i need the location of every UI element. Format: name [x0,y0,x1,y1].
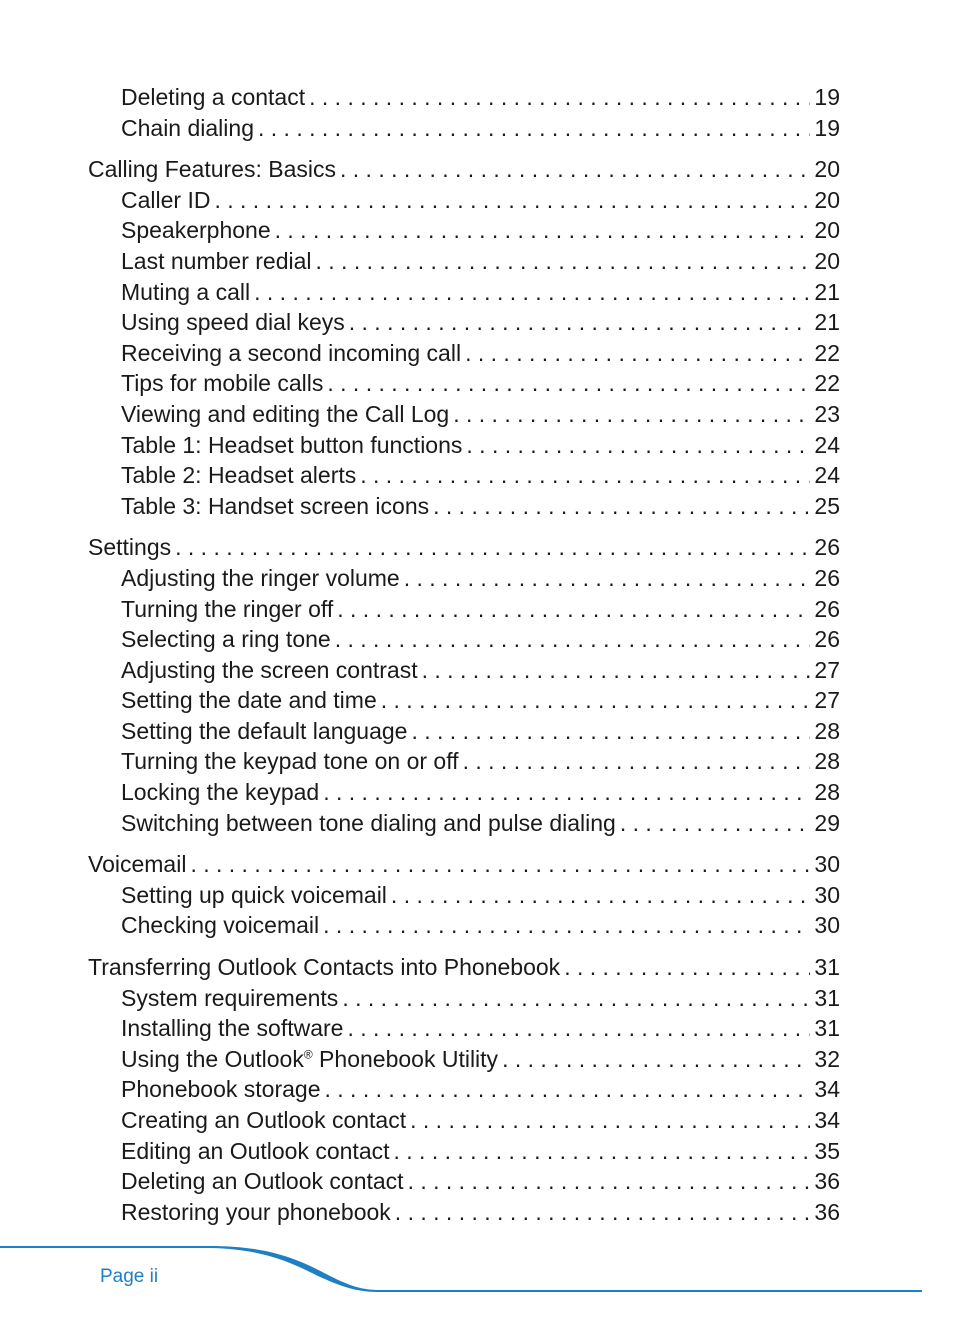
toc-entry[interactable] [88,563,840,594]
toc-entry-title-text: Table 2: Headset alerts [121,462,357,489]
toc-entry-title [121,491,429,522]
toc-entry-title [121,563,400,594]
toc-entry-title-text: Checking voicemail [121,912,320,939]
dot-leader [395,1197,811,1228]
dot-leader [564,952,810,983]
toc-entry-title-text: Adjusting the ringer volume [121,564,400,591]
toc-entry-title-text: Restoring your phonebook [121,1198,391,1225]
toc-page-number: 21 [814,278,840,305]
dot-leader [340,154,810,185]
toc-entry[interactable] [88,215,840,246]
toc-entry[interactable] [88,685,840,716]
toc-page-number: 36 [814,1198,840,1225]
toc-entry[interactable] [88,983,840,1014]
toc-entry[interactable] [88,808,840,839]
toc-page-number: 20 [814,186,840,213]
toc-entry-title-text: Turning the keypad tone on or off [121,748,459,775]
toc-entry-title-text: Deleting a contact [121,84,306,110]
toc-entry-title [121,368,323,399]
toc-entry-title [121,655,418,686]
toc-page-number: 34 [814,1076,840,1103]
dot-leader [342,983,810,1014]
toc-entry[interactable] [88,277,840,308]
toc-entry-title-text: Phonebook storage [121,1076,321,1103]
toc-entry-title-text: Locking the keypad [121,779,320,806]
dot-leader [347,1013,810,1044]
toc-page-number: 30 [814,881,840,908]
toc-page-number: 27 [814,656,840,683]
toc-page-number: 32 [814,1045,840,1072]
toc-entry-title [121,685,377,716]
dot-leader [190,849,810,880]
toc-entry-title-suffix: Phonebook Utility [312,1045,499,1072]
toc-entry-title-text: System requirements [121,984,339,1011]
toc-entry-title-text: Using speed dial keys [121,309,345,336]
toc-entry-title [121,716,407,747]
toc-entry-title-text: Settings [88,534,172,561]
toc-entry[interactable] [88,307,840,338]
toc-entry-title-text: Speakerphone [121,217,271,244]
toc-entry-title-text: Setting the date and time [121,687,377,714]
toc-page-number: 30 [814,851,840,878]
toc-entry-title-text: Installing the software [121,1015,344,1042]
toc-entry[interactable] [88,746,840,777]
toc-page-number: 26 [814,534,840,561]
toc-entry-title-text: Creating an Outlook contact [121,1107,407,1133]
toc-entry-title-text: Setting up quick voicemail [121,881,387,908]
toc-entry[interactable] [88,1105,840,1136]
toc-entry-title [121,1105,406,1136]
dot-leader [275,215,811,246]
toc-section [88,532,840,838]
toc-page-number: 31 [814,954,840,981]
toc-page-number: 27 [814,687,840,714]
toc-entry[interactable] [88,1166,840,1197]
toc-entry[interactable] [88,777,840,808]
toc-section-heading[interactable] [88,532,840,563]
toc-page-number: 28 [814,779,840,806]
dot-leader [323,910,810,941]
toc-page-number: 19 [814,114,840,141]
toc-entry-title-text: Table 3: Handset screen icons [121,492,430,519]
toc-page-number: 26 [814,595,840,622]
toc-page-number: 22 [814,339,840,366]
toc-entry-title [88,849,186,880]
dot-leader [408,1166,811,1197]
toc-entry-title-text: Deleting an Outlook contact [121,1168,404,1195]
toc-entry-title-text: Selecting a ring tone [121,626,331,653]
dot-leader [309,82,810,113]
dot-leader [214,185,810,216]
toc-page-number: 35 [814,1137,840,1164]
dot-leader [349,307,811,338]
dot-leader [466,430,810,461]
toc-entry[interactable] [88,185,840,216]
toc-entry[interactable] [88,460,840,491]
dot-leader [410,1105,810,1136]
toc-entry[interactable] [88,82,840,113]
toc-entry-title [121,880,387,911]
toc-entry[interactable] [88,338,840,369]
toc-entry-title [88,952,560,983]
toc-entry[interactable] [88,1044,840,1075]
dot-leader [620,808,811,839]
dot-leader [453,399,810,430]
toc-page-number: 34 [814,1107,840,1133]
toc-section-heading[interactable] [88,952,840,983]
toc-page-number: 22 [814,370,840,397]
dot-leader [316,246,811,277]
toc-entry-title-text: Calling Features: Basics [88,156,336,183]
toc-entry[interactable] [88,594,840,625]
toc-page-number: 36 [814,1168,840,1195]
toc-entry[interactable] [88,1074,840,1105]
dot-leader [175,532,810,563]
toc-entry-title [121,215,271,246]
toc-entry-title-text: Muting a call [121,278,251,305]
toc-entry-title [121,1136,390,1167]
registered-mark: ® [303,1047,313,1062]
toc-page-number: 23 [814,400,840,427]
page-number-label: Page ii [100,1266,159,1287]
toc-entry-title [121,1166,404,1197]
toc-page-number: 26 [814,564,840,591]
toc-page-number: 30 [814,912,840,939]
toc-entry-title [121,1197,391,1228]
toc-page-number: 20 [814,247,840,274]
toc-entry-title [121,113,254,144]
toc-entry-title-text: Switching between tone dialing and pulse dialing [121,809,616,836]
dot-leader [381,685,811,716]
toc-entry-title-text: Tips for mobile calls [121,370,324,397]
toc-entry-title-text: Receiving a second incoming call [121,339,462,366]
toc-section [88,849,840,941]
toc-entry-title-text: Caller ID [121,186,211,213]
dot-leader [411,716,810,747]
dot-leader [360,460,810,491]
table-of-contents [88,82,840,1238]
toc-page-number: 31 [814,1015,840,1042]
toc-entry-title-text: Voicemail [88,851,187,878]
toc-entry-title [121,185,210,216]
toc-entry-title-text: Turning the ringer off [121,595,334,622]
toc-entry-title [121,808,616,839]
toc-entry-title [121,82,305,113]
toc-page-number: 24 [814,462,840,489]
dot-leader [463,746,811,777]
toc-section [88,154,840,521]
toc-entry[interactable] [88,880,840,911]
toc-entry[interactable] [88,1197,840,1228]
toc-entry-title [121,338,461,369]
dot-leader [335,624,811,655]
toc-page-number: 28 [814,748,840,775]
toc-entry-title [121,307,345,338]
toc-section-heading[interactable] [88,849,840,880]
toc-entry[interactable] [88,716,840,747]
toc-entry[interactable] [88,910,840,941]
toc-entry[interactable] [88,655,840,686]
dot-leader [465,338,810,369]
toc-entry-title [121,1044,498,1075]
toc-entry-title-text: Transferring Outlook Contacts into Phonebook [88,954,561,981]
toc-entry[interactable] [88,113,840,144]
dot-leader [327,368,810,399]
toc-entry[interactable] [88,430,840,461]
toc-entry[interactable] [88,246,840,277]
toc-page-number: 26 [814,626,840,653]
toc-page-number: 31 [814,984,840,1011]
toc-page-number: 20 [814,156,840,183]
toc-entry-title-text: Viewing and editing the Call Log [121,400,450,427]
toc-entry-title [121,1074,321,1105]
toc-section-heading[interactable] [88,154,840,185]
toc-entry[interactable] [88,1136,840,1167]
toc-entry-title [121,624,331,655]
toc-entry[interactable] [88,399,840,430]
toc-entry-title-text: Last number redial [121,247,312,274]
toc-entry-title [121,777,319,808]
toc-page-number: 28 [814,717,840,744]
toc-page-number: 20 [814,217,840,244]
toc-entry-title-text: Editing an Outlook contact [121,1137,390,1164]
toc-entry-title-text: Setting the default language [121,717,408,744]
dot-leader [422,655,811,686]
toc-entry-title [121,910,319,941]
dot-leader [404,563,811,594]
toc-entry-title [88,532,171,563]
toc-section [88,82,840,143]
dot-leader [325,1074,811,1105]
toc-page-number: 24 [814,431,840,458]
toc-entry-title [121,746,459,777]
dot-leader [323,777,810,808]
toc-entry[interactable] [88,1013,840,1044]
toc-entry-title [121,460,356,491]
toc-entry-title [121,594,333,625]
dot-leader [502,1044,810,1075]
toc-page-number: 21 [814,309,840,336]
toc-page-number: 29 [814,809,840,836]
toc-entry-title-text: Adjusting the screen contrast [121,656,418,683]
dot-leader [394,1136,811,1167]
toc-entry-title-text: Chain dialing [121,114,254,141]
toc-entry-title [121,1013,343,1044]
toc-entry[interactable] [88,491,840,522]
dot-leader [258,113,810,144]
dot-leader [337,594,810,625]
toc-entry[interactable] [88,624,840,655]
toc-page-number: 19 [814,84,840,110]
toc-entry-title-text: Using the Outlook [121,1045,304,1072]
toc-page-number: 25 [814,492,840,519]
toc-section [88,952,840,1227]
dot-leader [433,491,810,522]
dot-leader [391,880,810,911]
toc-entry-title [88,154,336,185]
toc-entry-title-text: Table 1: Headset button functions [121,431,463,458]
dot-leader [254,277,810,308]
toc-entry-title [121,430,462,461]
toc-entry-title [121,399,449,430]
toc-entry-title [121,983,338,1014]
toc-entry-title [121,246,312,277]
toc-entry-title [121,277,250,308]
toc-entry[interactable] [88,368,840,399]
